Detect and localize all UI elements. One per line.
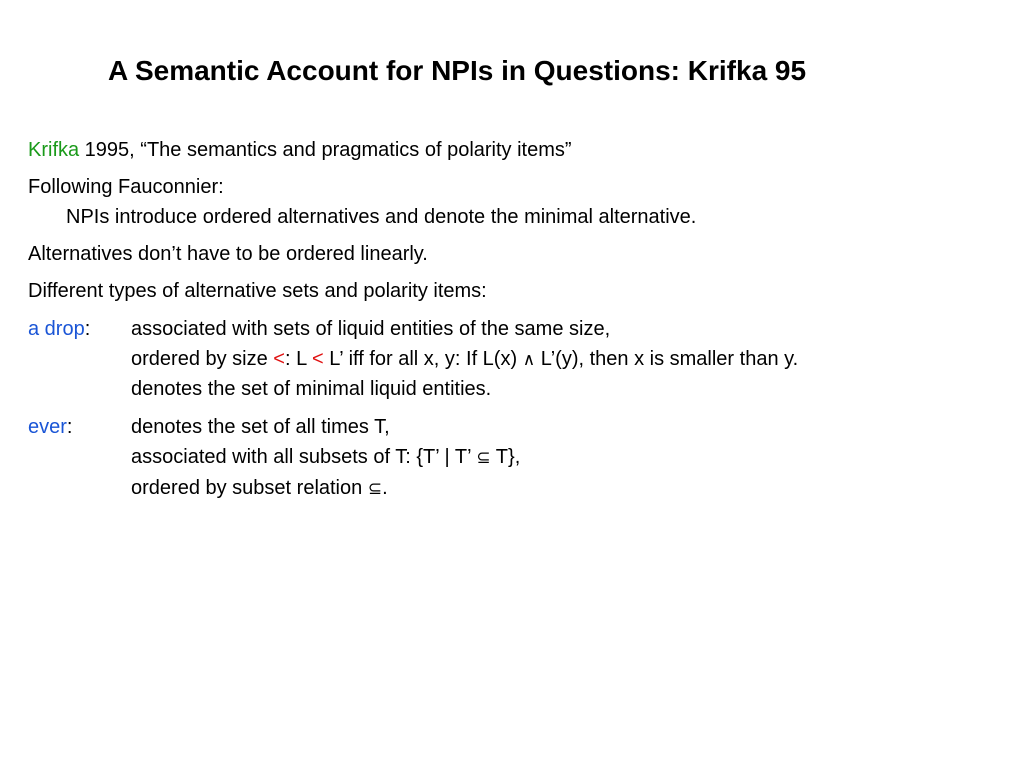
drop-text-b: : L — [284, 348, 313, 370]
ever-line-1: denotes the set of all times T, — [131, 416, 390, 438]
citation-line — [28, 138, 572, 162]
drop-text-c: L’ iff for all x, y: If L(x) — [323, 348, 523, 370]
author-name: Krifka — [28, 139, 80, 161]
types-line: Different types of alternative sets and polarity items: — [28, 280, 487, 302]
ever-text-b: T}, — [490, 446, 521, 468]
ever-line-3 — [131, 476, 388, 501]
subset-symbol: ⊆ — [476, 448, 491, 468]
slide-title: A Semantic Account for NPIs in Questions: Krifka 95 — [108, 55, 807, 86]
drop-term: a drop — [28, 318, 85, 340]
ever-text-c: ordered by subset relation — [131, 477, 368, 499]
drop-text-a: ordered by size — [131, 348, 274, 370]
npi-description-line: NPIs introduce ordered alternatives and denote the minimal alternative. — [66, 206, 697, 228]
drop-line-3: denotes the set of minimal liquid entities. — [131, 378, 492, 400]
ever-colon: : — [66, 416, 73, 438]
following-line: Following Fauconnier: — [28, 176, 224, 198]
ever-term: ever — [28, 416, 67, 438]
ever-term-label — [28, 415, 72, 439]
less-than-symbol: < — [312, 348, 324, 370]
drop-text-d: L’(y), then x is smaller than y. — [535, 348, 799, 370]
ever-text-d: . — [382, 477, 388, 499]
ever-line-2 — [131, 445, 520, 470]
subset-symbol: ⊆ — [367, 479, 383, 499]
less-than-symbol: < — [273, 348, 285, 370]
alternatives-line: Alternatives don’t have to be ordered linearly. — [28, 243, 428, 265]
citation-text: 1995, “The semantics and pragmatics of polarity items” — [79, 139, 572, 161]
drop-colon: : — [84, 318, 91, 340]
drop-line-2 — [131, 347, 798, 372]
ever-text-a: associated with all subsets of T: {T’ | T’ — [131, 446, 477, 468]
drop-line-1: associated with sets of liquid entities of the same size, — [131, 318, 611, 340]
drop-term-label — [28, 317, 90, 341]
logical-and-symbol: ∧ — [522, 350, 536, 370]
